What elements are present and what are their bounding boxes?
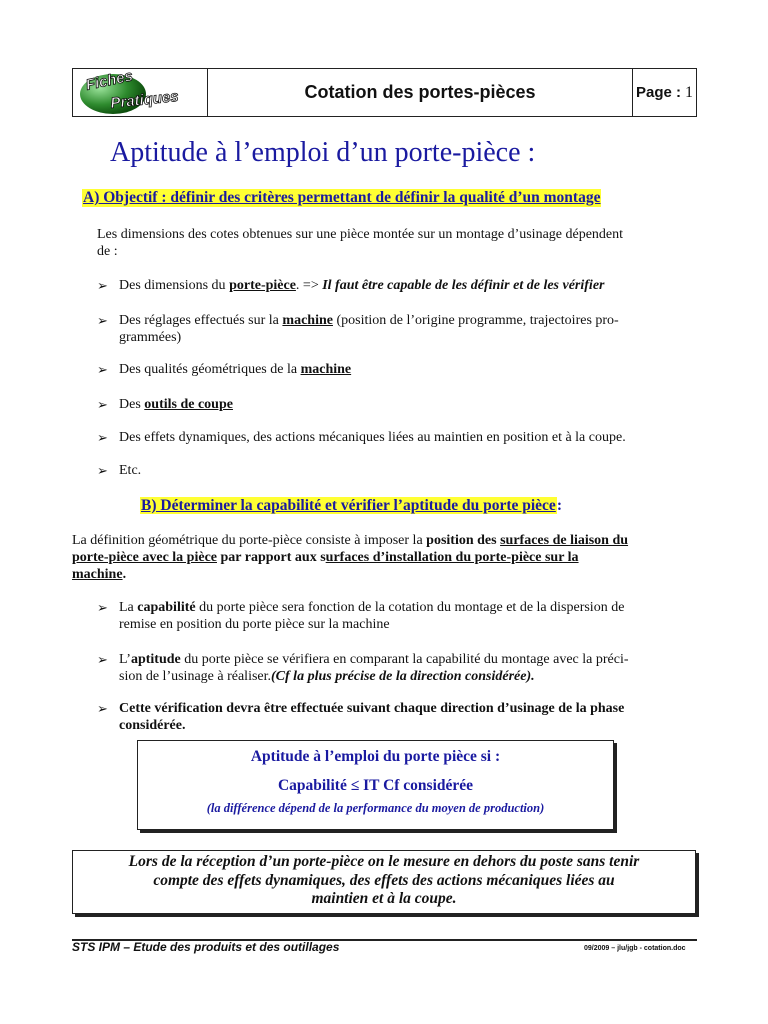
svg-text:Fiches: Fiches [84, 69, 135, 94]
arrow-bullet-icon: ➢ [97, 430, 108, 445]
arrow-bullet-icon: ➢ [97, 600, 108, 615]
section-a-heading: A) Objectif : définir des critères permettant de définir la qualité d’un montage [83, 189, 601, 206]
svg-text:Pratiques: Pratiques [109, 87, 180, 112]
page-indicator [633, 69, 696, 116]
aptitude-box-title: Aptitude à l’emploi du porte pièce si : [250, 748, 501, 765]
section-b-heading: B) Déterminer la capabilité et vérifier l’aptitude du porte pièce: [141, 497, 562, 514]
logo-graphic [73, 69, 206, 116]
section-b-definition: La définition géométrique du porte-pièce consiste à imposer la position des surfaces de liaison du porte-pièce avec la pièce par rapport aux surfaces d’installation du porte-pièce sur la machine. [72, 533, 629, 582]
main-title: Aptitude à l’emploi d’un porte-pièce : [110, 137, 536, 168]
aptitude-formula: Capabilité ≤ IT Cf considérée [277, 777, 474, 794]
less-equal-symbol: ≤ [350, 777, 360, 794]
document-title: Cotation des portes-pièces [208, 69, 633, 116]
arrow-bullet-icon: ➢ [97, 652, 108, 667]
footer-course: STS IPM – Etude des produits et des outillages [72, 940, 340, 954]
arrow-bullet-icon: ➢ [97, 362, 108, 377]
aptitude-box-note: (la différence dépend de la performance du moyen de production) [206, 801, 545, 815]
reception-note-box: Lors de la réception d’un porte-pièce on le mesure en dehors du poste sans tenir compte des effets dynamiques, des effets des actions mécaniques liées au maintien et à la coupe. [72, 850, 696, 914]
arrow-bullet-icon: ➢ [97, 463, 108, 478]
footer-reference: 09/2009 – jlu/jgb - cotation.doc [584, 945, 686, 952]
page-label: Page : [635, 84, 681, 101]
aptitude-criterion-box [137, 740, 614, 830]
document-header [72, 68, 697, 117]
arrow-bullet-icon: ➢ [97, 313, 108, 328]
section-a-intro: Les dimensions des cotes obtenues sur une pièce montée sur un montage d’usinage dépendent de : [97, 227, 624, 259]
arrow-bullet-icon: ➢ [97, 701, 108, 716]
arrow-bullet-icon: ➢ [97, 397, 108, 412]
fiches-pratiques-logo [73, 69, 208, 116]
page-number: 1 [685, 83, 693, 101]
arrow-bullet-icon: ➢ [97, 278, 108, 293]
